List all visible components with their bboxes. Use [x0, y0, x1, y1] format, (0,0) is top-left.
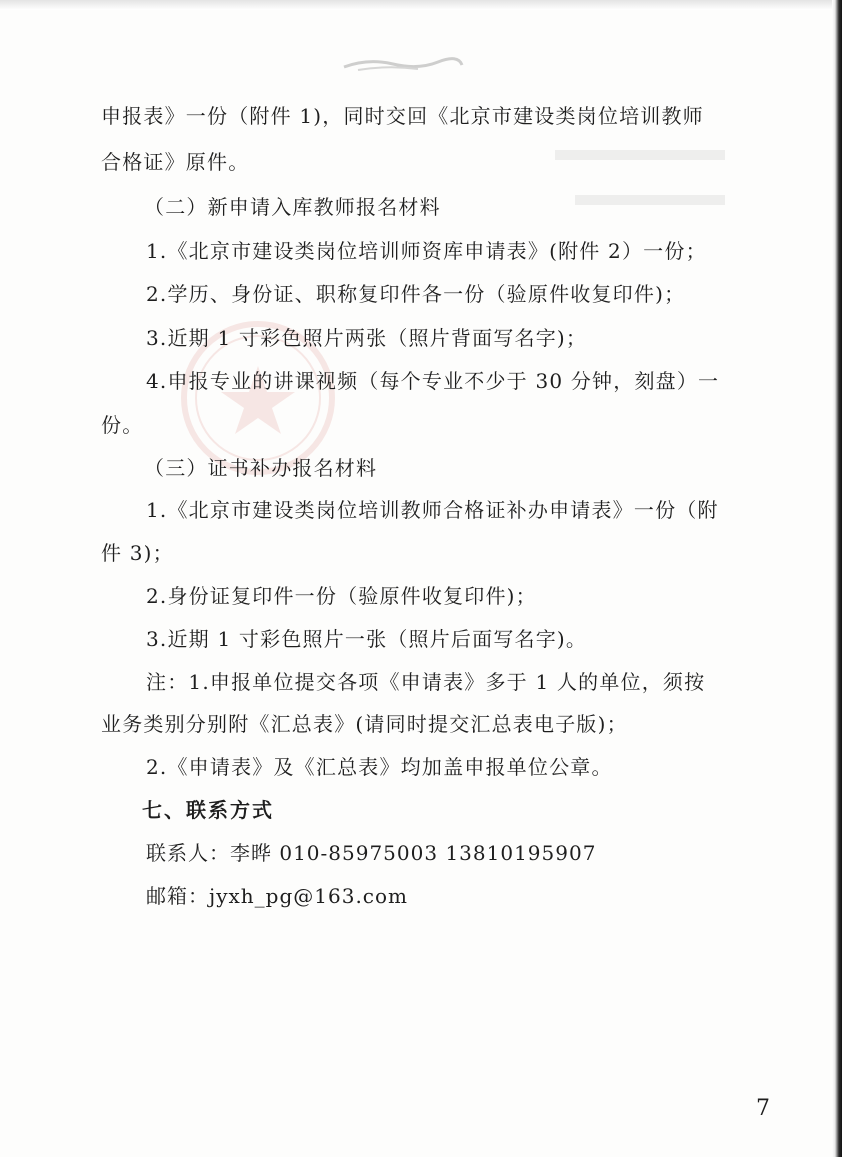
paragraph-line: 合格证》原件。 — [101, 150, 250, 174]
list-item: 2.身份证复印件一份（验原件收复印件)； — [146, 584, 537, 608]
bleed-through-marks — [555, 140, 735, 220]
page-number: 7 — [756, 1096, 770, 1121]
list-item: 1.《北京市建设类岗位培训师资库申请表》(附件 2）一份； — [146, 239, 707, 263]
section-heading: （二）新申请入库教师报名材料 — [144, 195, 441, 219]
paragraph-line: 申报表》一份（附件 1)，同时交回《北京市建设类岗位培训教师 — [101, 104, 704, 128]
scan-top-edge — [0, 0, 842, 10]
contact-person: 联系人：李晔 010-85975003 13810195907 — [146, 841, 597, 865]
list-item: 1.《北京市建设类岗位培训教师合格证补办申请表》一份（附 — [146, 498, 719, 522]
section-heading: （三）证书补办报名材料 — [144, 456, 378, 480]
list-item-continuation: 件 3)； — [101, 541, 174, 565]
list-item-continuation: 份。 — [101, 413, 144, 437]
list-item: 3.近期 1 寸彩色照片一张（照片后面写名字)。 — [146, 627, 588, 651]
list-item: 3.近期 1 寸彩色照片两张（照片背面写名字)； — [146, 326, 588, 350]
note-line: 业务类别分别附《汇总表》(请同时提交汇总表电子版)； — [101, 712, 628, 736]
contact-email: 邮箱：jyxh_pg@163.com — [146, 884, 409, 908]
scan-smudge-mark — [338, 52, 466, 74]
list-item: 2.学历、身份证、职称复印件各一份（验原件收复印件)； — [146, 282, 686, 306]
note-line: 注：1.申报单位提交各项《申请表》多于 1 人的单位，须按 — [146, 670, 706, 694]
scan-right-edge — [832, 0, 842, 1157]
contact-heading: 七、联系方式 — [142, 798, 274, 822]
list-item: 4.申报专业的讲课视频（每个专业不少于 30 分钟，刻盘）一 — [146, 369, 720, 393]
note-line: 2.《申请表》及《汇总表》均加盖申报单位公章。 — [146, 755, 613, 779]
